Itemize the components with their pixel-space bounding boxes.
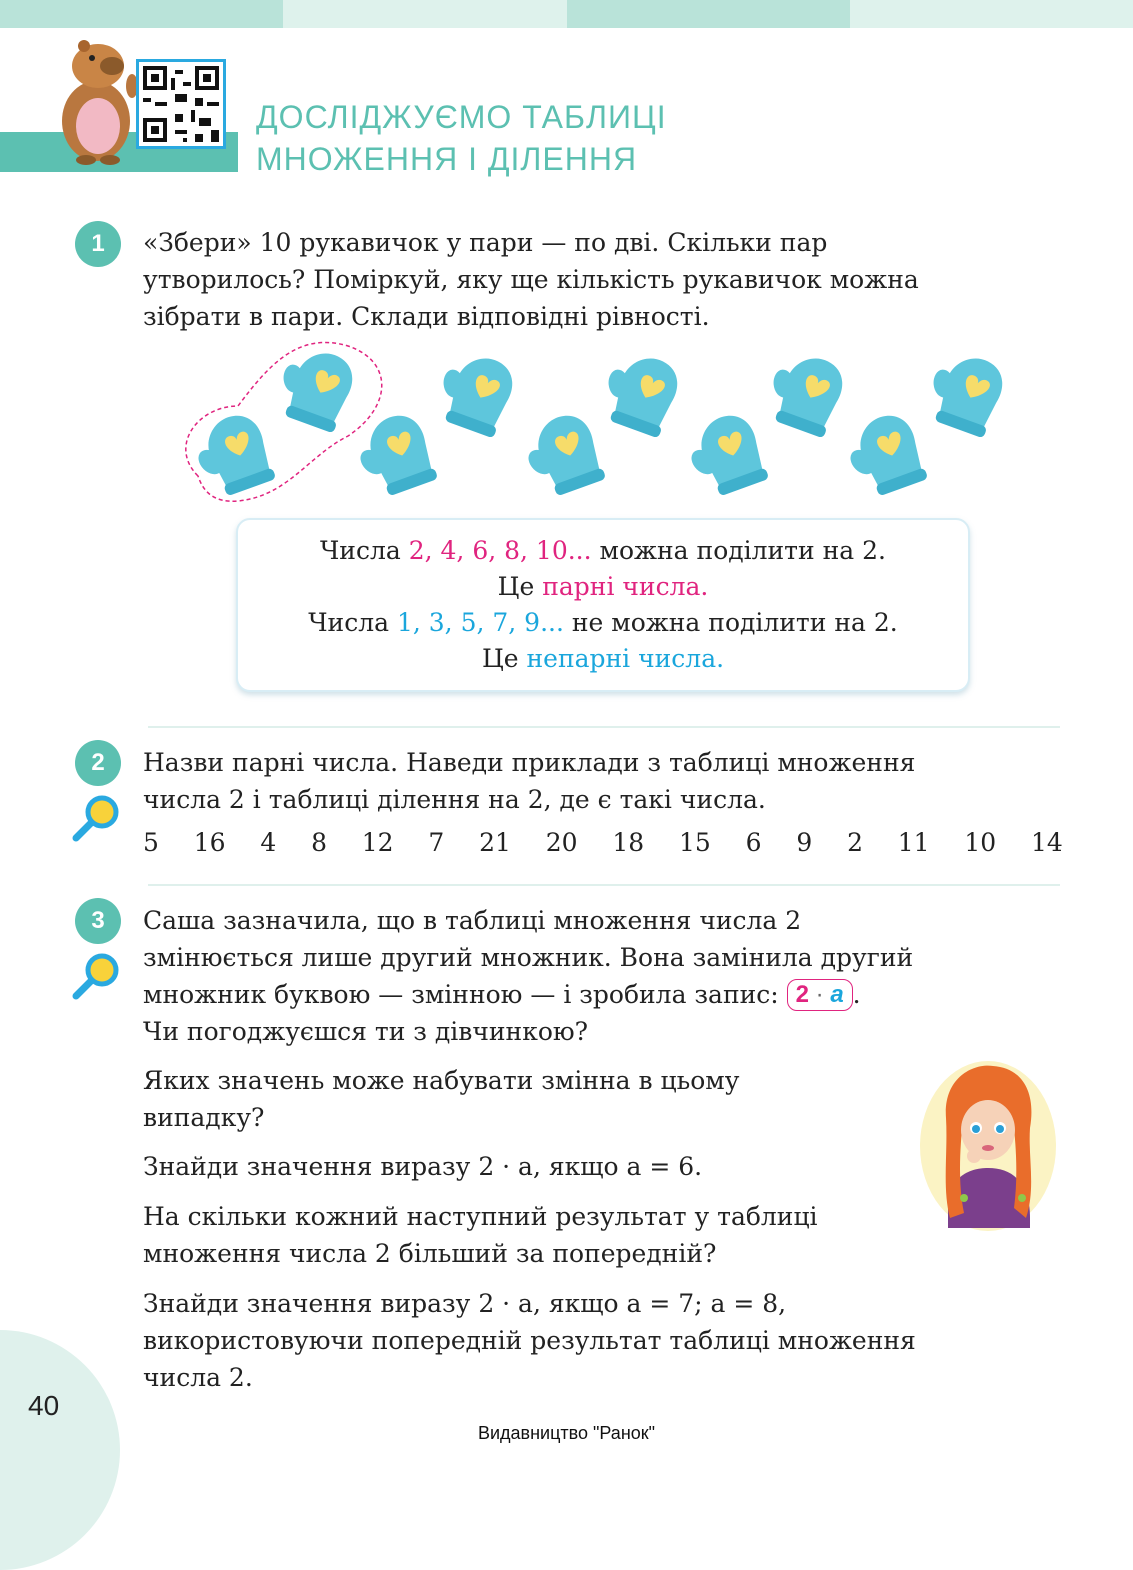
- task-3-line: Саша зазначила, що в таблиці множення числа 2: [143, 906, 802, 935]
- number-item: 20: [545, 828, 578, 857]
- info-line-1: [238, 536, 968, 565]
- expression-2a-box: [787, 979, 853, 1011]
- question-4: [143, 1285, 916, 1396]
- question-line: Яких значень може набувати змінна в цьому: [143, 1066, 740, 1095]
- number-item: 4: [260, 828, 277, 857]
- number-item: 21: [479, 828, 511, 857]
- odd-numbers-term: непарні числа.: [526, 644, 725, 673]
- number-item: 9: [796, 828, 813, 857]
- question-2: Знайди значення виразу 2 · a, якщо a = 6.: [143, 1152, 703, 1181]
- odd-numbers-list: 1, 3, 5, 7, 9...: [396, 608, 564, 637]
- page-title: [256, 96, 667, 180]
- task-1-text: [143, 224, 919, 335]
- magnifier-icon: [70, 952, 120, 1002]
- task-1-line: «Збери» 10 рукавичок у пари — по дві. Скільки пар: [143, 228, 828, 257]
- number-item: 10: [964, 828, 997, 857]
- info-text: не можна поділити на 2.: [563, 608, 898, 637]
- info-text: Числа: [319, 536, 409, 565]
- task-2-line: числа 2 і таблиці ділення на 2, де є такі числа.: [143, 785, 766, 814]
- task-3-number: 3: [75, 898, 121, 944]
- info-line-4: [238, 644, 968, 673]
- info-text: Числа: [308, 608, 397, 637]
- page-title-line2: МНОЖЕННЯ І ДІЛЕННЯ: [256, 141, 638, 177]
- task-3-line-end: .: [852, 980, 861, 1009]
- even-numbers-term: парні числа.: [542, 572, 709, 601]
- number-item: 11: [897, 828, 930, 857]
- info-line-2: [238, 572, 968, 601]
- expr-dot: ·: [815, 981, 824, 1008]
- info-line-3: [238, 608, 968, 637]
- task-1-line: утворилось? Поміркуй, яку ще кількість рукавичок можна: [143, 265, 919, 294]
- info-text: Це: [497, 572, 543, 601]
- expr-variable: a: [830, 981, 844, 1008]
- number-list: [143, 828, 1063, 857]
- number-item: 8: [311, 828, 327, 857]
- even-numbers-list: 2, 4, 6, 8, 10...: [408, 536, 592, 565]
- question-line: випадку?: [143, 1103, 265, 1132]
- number-item: 15: [679, 828, 711, 857]
- info-text: можна поділити на 2.: [591, 536, 886, 565]
- magnifier-icon: [70, 794, 120, 844]
- question-line: Знайди значення виразу 2 · a, якщо a = 7; a = 8,: [143, 1289, 787, 1318]
- task-2-text: [143, 744, 915, 818]
- task-2-line: Назви парні числа. Наведи приклади з таблиці множення: [143, 748, 916, 777]
- question-1: [143, 1062, 739, 1136]
- number-item: 2: [847, 828, 863, 857]
- page-title-line1: ДОСЛІДЖУЄМО ТАБЛИЦІ: [256, 99, 667, 135]
- task-3-line: [143, 976, 913, 1013]
- top-bar-1: [0, 0, 283, 28]
- task-3-line: Чи погоджуєшся ти з дівчинкою?: [143, 1017, 589, 1046]
- number-item: 18: [612, 828, 645, 857]
- question-3: [143, 1198, 818, 1272]
- task-1-line: зібрати в пари. Склади відповідні рівності.: [143, 302, 710, 331]
- task-1-number: 1: [75, 221, 121, 267]
- question-line: числа 2.: [143, 1363, 253, 1392]
- qr-code-icon[interactable]: [136, 59, 226, 149]
- separator: [148, 726, 1060, 728]
- number-item: 12: [361, 828, 394, 857]
- capybara-mascot-icon: [48, 36, 140, 166]
- task-2-number: 2: [75, 740, 121, 786]
- task-3-line-text: множник буквою — змінною — і зробила запис:: [143, 980, 779, 1009]
- top-bar-2: [283, 0, 567, 28]
- number-item: 7: [428, 828, 445, 857]
- number-item: 16: [193, 828, 226, 857]
- task-3-text: [143, 902, 913, 1050]
- girl-illustration-icon: [918, 1058, 1058, 1233]
- task-3-line: змінюється лише другий множник. Вона замінила другий: [143, 943, 914, 972]
- even-odd-info-box: [236, 518, 970, 692]
- page-number: 40: [28, 1390, 60, 1421]
- page-corner-decoration: [0, 1330, 120, 1570]
- number-item: 5: [143, 828, 159, 857]
- top-bar-3: [567, 0, 850, 28]
- number-item: 14: [1031, 828, 1063, 857]
- number-item: 6: [745, 828, 762, 857]
- top-bar-4: [850, 0, 1133, 28]
- expr-two: 2: [795, 981, 809, 1008]
- info-text: Це: [481, 644, 527, 673]
- question-line: використовуючи попередній результат таблиці множення: [143, 1326, 916, 1355]
- question-line: На скільки кожний наступний результат у таблиці: [143, 1202, 818, 1231]
- publisher-credit: Видавництво "Ранок": [477, 1423, 656, 1443]
- separator: [148, 884, 1060, 886]
- question-line: множення числа 2 більший за попередній?: [143, 1239, 717, 1268]
